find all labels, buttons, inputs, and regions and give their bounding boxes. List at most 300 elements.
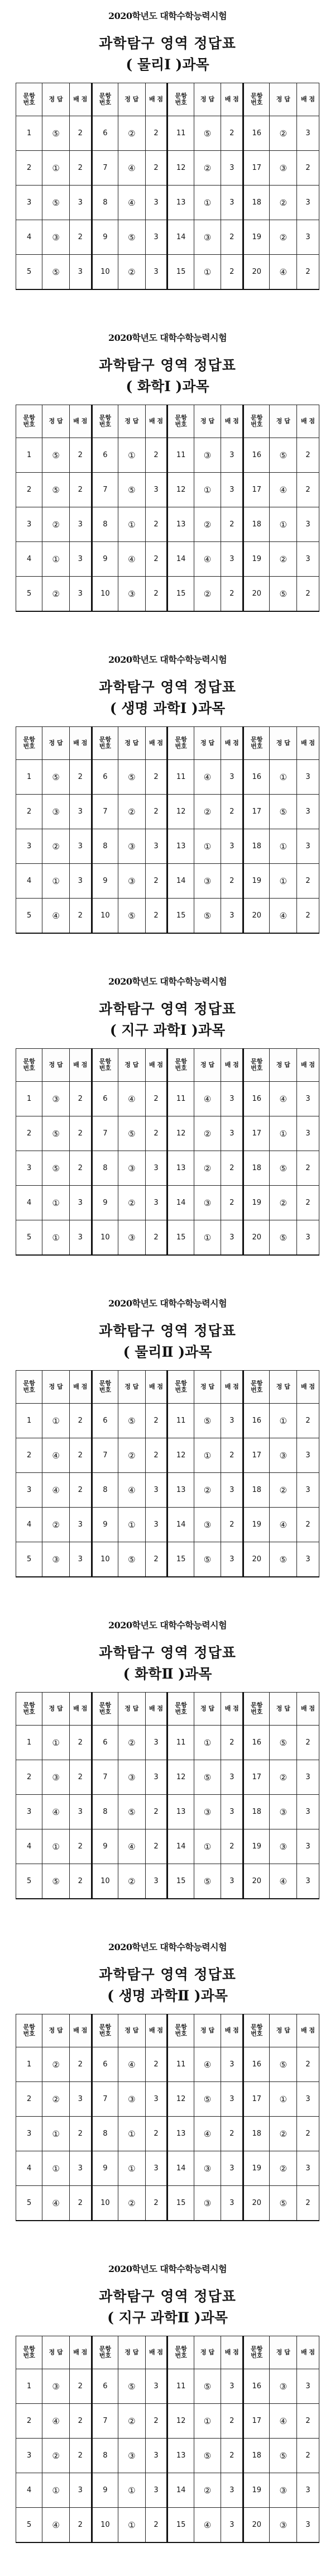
subject-section: [0, 1287, 335, 1609]
question-number: 4: [16, 220, 42, 255]
question-number: 6: [92, 438, 118, 473]
score-value: 3: [145, 2473, 168, 2508]
question-number: 12: [168, 473, 194, 507]
question-number: 18: [243, 1151, 270, 1186]
question-number: 6: [92, 1404, 118, 1438]
answer-mark: ①: [42, 2473, 70, 2508]
question-number: 17: [243, 473, 270, 507]
header-row: [16, 1371, 319, 1404]
answer-mark: ⑤: [42, 186, 70, 220]
answer-mark: ②: [118, 2186, 146, 2221]
score-value: 2: [69, 1438, 92, 1473]
question-number-header: 문항 번호: [168, 1049, 194, 1082]
score-value: 2: [145, 899, 168, 934]
answer-header: 정 답: [118, 2014, 146, 2047]
score-value: 3: [221, 1795, 243, 1829]
question-number: 20: [243, 255, 270, 290]
question-number: 2: [16, 2082, 42, 2117]
table-row: [16, 2508, 319, 2543]
answer-mark: ⑤: [118, 1116, 146, 1151]
answer-mark: ①: [270, 829, 297, 864]
answer-mark: ④: [194, 542, 221, 577]
question-number-header: 문항 번호: [16, 1371, 42, 1404]
question-number: 2: [16, 473, 42, 507]
score-value: 2: [69, 473, 92, 507]
score-value: 2: [69, 2047, 92, 2082]
area-title: 과학탐구 영역 정답표: [99, 679, 236, 695]
answer-header: 정 답: [270, 2014, 297, 2047]
score-value: 3: [221, 473, 243, 507]
question-number-header: 문항 번호: [168, 2336, 194, 2369]
question-number: 16: [243, 2369, 270, 2404]
score-value: 2: [297, 1726, 319, 1760]
question-number: 1: [16, 1082, 42, 1116]
score-header: 배 점: [69, 1371, 92, 1404]
answer-mark: ②: [42, 2439, 70, 2473]
table-row: [16, 1508, 319, 1542]
question-number: 7: [92, 473, 118, 507]
score-header: 배 점: [297, 1049, 319, 1082]
question-number: 17: [243, 2082, 270, 2117]
question-number: 11: [168, 2047, 194, 2082]
question-number: 11: [168, 1726, 194, 1760]
question-number-header: 문항 번호: [168, 1371, 194, 1404]
question-number: 17: [243, 1116, 270, 1151]
answer-mark: ④: [270, 255, 297, 290]
answer-mark: ⑤: [118, 899, 146, 934]
score-header: 배 점: [69, 1049, 92, 1082]
question-number: 3: [16, 1473, 42, 1508]
score-value: 3: [221, 1116, 243, 1151]
answer-header: 정 답: [118, 1693, 146, 1726]
question-number: 9: [92, 220, 118, 255]
answer-mark: ⑤: [194, 2369, 221, 2404]
answer-mark: ④: [42, 1795, 70, 1829]
header-row: [16, 2014, 319, 2047]
table-row: [16, 438, 319, 473]
score-value: 2: [221, 116, 243, 151]
question-number: 8: [92, 2117, 118, 2151]
question-number: 14: [168, 220, 194, 255]
question-number: 10: [92, 899, 118, 934]
answer-mark: ⑤: [270, 795, 297, 829]
question-number: 10: [92, 577, 118, 612]
score-value: 2: [69, 2508, 92, 2543]
answer-header: 정 답: [194, 83, 221, 116]
answer-mark: ③: [194, 1186, 221, 1220]
answer-mark: ③: [270, 2508, 297, 2543]
answer-mark: ④: [118, 542, 146, 577]
answer-mark: ③: [118, 1760, 146, 1795]
answer-mark: ④: [270, 1864, 297, 1899]
answer-mark: ④: [42, 2404, 70, 2439]
answer-header: 정 답: [118, 1371, 146, 1404]
table-row: [16, 760, 319, 795]
answer-mark: ⑤: [194, 2082, 221, 2117]
header-row: [16, 2336, 319, 2369]
score-value: 2: [69, 2186, 92, 2221]
answer-header: 정 답: [42, 2336, 70, 2369]
question-number: 8: [92, 829, 118, 864]
question-number: 11: [168, 2369, 194, 2404]
question-number-header: 문항 번호: [92, 2014, 118, 2047]
answer-mark: ②: [270, 116, 297, 151]
answer-mark: ④: [42, 1438, 70, 1473]
answer-mark: ②: [42, 1508, 70, 1542]
answer-mark: ⑤: [42, 760, 70, 795]
table-row: [16, 2082, 319, 2117]
question-number: 18: [243, 2439, 270, 2473]
answer-table: [16, 2336, 319, 2543]
answer-header: 정 답: [118, 727, 146, 760]
question-number-header: 문항 번호: [16, 2336, 42, 2369]
answer-mark: ④: [118, 186, 146, 220]
answer-header: 정 답: [270, 1371, 297, 1404]
score-value: 2: [69, 899, 92, 934]
question-number-header: 문항 번호: [92, 1693, 118, 1726]
score-header: 배 점: [297, 405, 319, 438]
question-number: 9: [92, 1508, 118, 1542]
question-number: 8: [92, 1151, 118, 1186]
table-row: [16, 1082, 319, 1116]
question-number: 20: [243, 899, 270, 934]
score-header: 배 점: [145, 1371, 168, 1404]
answer-mark: ⑤: [270, 2047, 297, 2082]
answer-mark: ②: [194, 151, 221, 186]
exam-title: 2020학년도 대학수학능력시험: [108, 1942, 227, 1952]
score-header: 배 점: [297, 1693, 319, 1726]
score-value: 2: [69, 1760, 92, 1795]
score-value: 3: [69, 1220, 92, 1256]
score-value: 2: [69, 1726, 92, 1760]
answer-mark: ⑤: [194, 1542, 221, 1577]
score-value: 2: [297, 1404, 319, 1438]
table-row: [16, 1760, 319, 1795]
score-value: 3: [297, 2082, 319, 2117]
score-value: 2: [297, 899, 319, 934]
question-number: 1: [16, 760, 42, 795]
score-value: 2: [145, 864, 168, 899]
table-row: [16, 2186, 319, 2221]
answer-mark: ⑤: [270, 1726, 297, 1760]
answer-mark: ①: [194, 829, 221, 864]
score-value: 2: [69, 1151, 92, 1186]
score-value: 3: [221, 2047, 243, 2082]
answer-mark: ②: [118, 116, 146, 151]
question-number: 13: [168, 829, 194, 864]
score-value: 3: [297, 1542, 319, 1577]
question-number: 3: [16, 829, 42, 864]
question-number-header: 문항 번호: [92, 2336, 118, 2369]
question-number: 7: [92, 151, 118, 186]
score-header: 배 점: [145, 1693, 168, 1726]
answer-mark: ③: [270, 2369, 297, 2404]
question-number: 16: [243, 760, 270, 795]
question-number-header: 문항 번호: [168, 727, 194, 760]
question-number: 14: [168, 2151, 194, 2186]
answer-mark: ⑤: [42, 255, 70, 290]
answer-header: 정 답: [42, 727, 70, 760]
table-row: [16, 1542, 319, 1577]
answer-mark: ④: [194, 1082, 221, 1116]
score-value: 2: [221, 1508, 243, 1542]
question-number: 4: [16, 1829, 42, 1864]
question-number: 9: [92, 542, 118, 577]
answer-mark: ②: [270, 2151, 297, 2186]
score-header: 배 점: [297, 2014, 319, 2047]
area-title: 과학탐구 영역 정답표: [99, 1001, 236, 1017]
score-value: 2: [145, 1404, 168, 1438]
table-row: [16, 1473, 319, 1508]
score-value: 3: [145, 2439, 168, 2473]
score-value: 3: [221, 438, 243, 473]
table-row: [16, 2404, 319, 2439]
question-number: 20: [243, 2508, 270, 2543]
score-value: 2: [297, 1186, 319, 1220]
question-number: 7: [92, 2404, 118, 2439]
table-row: [16, 1220, 319, 1256]
score-header: 배 점: [69, 2336, 92, 2369]
score-value: 2: [145, 1542, 168, 1577]
question-number: 1: [16, 1404, 42, 1438]
score-value: 3: [221, 829, 243, 864]
answer-mark: ③: [118, 577, 146, 612]
answer-header: 정 답: [42, 1693, 70, 1726]
header-row: [16, 83, 319, 116]
question-number-header: 문항 번호: [168, 83, 194, 116]
question-number: 10: [92, 2508, 118, 2543]
question-number: 5: [16, 1864, 42, 1899]
score-header: 배 점: [297, 1371, 319, 1404]
score-value: 3: [69, 507, 92, 542]
score-value: 2: [145, 2186, 168, 2221]
answer-header: 정 답: [118, 405, 146, 438]
question-number: 12: [168, 795, 194, 829]
question-number: 3: [16, 2117, 42, 2151]
score-header: 배 점: [221, 2014, 243, 2047]
question-number: 2: [16, 1438, 42, 1473]
question-number: 4: [16, 2151, 42, 2186]
question-number: 15: [168, 1864, 194, 1899]
score-value: 3: [297, 220, 319, 255]
answer-mark: ①: [42, 542, 70, 577]
question-number: 3: [16, 1795, 42, 1829]
table-row: [16, 507, 319, 542]
question-number: 4: [16, 542, 42, 577]
subject-section: [0, 966, 335, 1287]
table-row: [16, 2117, 319, 2151]
question-number: 5: [16, 1542, 42, 1577]
answer-mark: ③: [42, 1542, 70, 1577]
score-value: 2: [297, 2439, 319, 2473]
score-value: 3: [297, 1220, 319, 1256]
answer-mark: ①: [270, 864, 297, 899]
answer-mark: ①: [118, 2508, 146, 2543]
answer-mark: ④: [118, 1829, 146, 1864]
score-value: 3: [221, 1082, 243, 1116]
question-number-header: 문항 번호: [243, 405, 270, 438]
subject-section: [0, 644, 335, 966]
question-number: 16: [243, 1404, 270, 1438]
answer-mark: ①: [118, 2151, 146, 2186]
score-value: 3: [145, 1151, 168, 1186]
answer-mark: ④: [270, 1508, 297, 1542]
question-number: 16: [243, 116, 270, 151]
answer-header: 정 답: [118, 1049, 146, 1082]
answer-header: 정 답: [194, 2014, 221, 2047]
subject-section: [0, 1931, 335, 2253]
answer-mark: ①: [270, 2082, 297, 2117]
question-number: 19: [243, 542, 270, 577]
question-number: 11: [168, 116, 194, 151]
score-value: 2: [221, 2404, 243, 2439]
question-number: 13: [168, 2117, 194, 2151]
question-number: 6: [92, 2369, 118, 2404]
score-value: 3: [145, 1864, 168, 1899]
question-number: 1: [16, 1726, 42, 1760]
score-value: 2: [297, 473, 319, 507]
question-number: 10: [92, 1864, 118, 1899]
question-number-header: 문항 번호: [16, 405, 42, 438]
answer-mark: ④: [42, 2508, 70, 2543]
subject-title: ( 지구 과학Ⅰ )과목: [109, 1022, 226, 1038]
score-value: 2: [221, 1438, 243, 1473]
question-number: 19: [243, 1829, 270, 1864]
score-value: 3: [145, 1726, 168, 1760]
question-number-header: 문항 번호: [243, 1049, 270, 1082]
answer-mark: ③: [118, 2082, 146, 2117]
question-number: 9: [92, 864, 118, 899]
score-header: 배 점: [297, 727, 319, 760]
question-number-header: 문항 번호: [92, 405, 118, 438]
score-value: 2: [145, 507, 168, 542]
answer-mark: ③: [270, 151, 297, 186]
answer-mark: ①: [42, 1220, 70, 1256]
question-number: 8: [92, 1473, 118, 1508]
answer-mark: ①: [118, 507, 146, 542]
question-number: 12: [168, 1116, 194, 1151]
score-value: 3: [297, 2508, 319, 2543]
table-row: [16, 542, 319, 577]
table-row: [16, 1864, 319, 1899]
answer-mark: ④: [194, 760, 221, 795]
table-row: [16, 577, 319, 612]
answer-mark: ③: [118, 829, 146, 864]
answer-mark: ③: [42, 795, 70, 829]
answer-mark: ③: [194, 2151, 221, 2186]
question-number: 17: [243, 795, 270, 829]
answer-mark: ①: [270, 1116, 297, 1151]
score-header: 배 점: [69, 83, 92, 116]
score-value: 3: [297, 1760, 319, 1795]
question-number: 19: [243, 1508, 270, 1542]
question-number-header: 문항 번호: [168, 2014, 194, 2047]
question-number: 16: [243, 438, 270, 473]
score-value: 2: [297, 2117, 319, 2151]
question-number: 6: [92, 760, 118, 795]
question-number-header: 문항 번호: [243, 83, 270, 116]
table-row: [16, 1795, 319, 1829]
score-value: 3: [297, 1795, 319, 1829]
question-number: 13: [168, 1473, 194, 1508]
question-number: 5: [16, 899, 42, 934]
score-value: 2: [297, 2047, 319, 2082]
answer-table: [16, 726, 319, 934]
question-number: 17: [243, 2404, 270, 2439]
question-number: 20: [243, 1220, 270, 1256]
answer-mark: ⑤: [118, 220, 146, 255]
subject-section: [0, 322, 335, 644]
score-value: 2: [297, 255, 319, 290]
answer-mark: ⑤: [118, 2369, 146, 2404]
score-value: 3: [221, 2473, 243, 2508]
answer-mark: ②: [118, 1726, 146, 1760]
score-header: 배 점: [69, 405, 92, 438]
answer-mark: ①: [42, 1829, 70, 1864]
score-header: 배 점: [145, 727, 168, 760]
area-title: 과학탐구 영역 정답표: [99, 357, 236, 373]
answer-mark: ⑤: [118, 1542, 146, 1577]
question-number: 20: [243, 1864, 270, 1899]
exam-title: 2020학년도 대학수학능력시험: [108, 2264, 227, 2274]
score-value: 2: [297, 2404, 319, 2439]
score-value: 2: [69, 1404, 92, 1438]
score-value: 3: [297, 760, 319, 795]
question-number-header: 문항 번호: [168, 1693, 194, 1726]
answer-mark: ③: [118, 1220, 146, 1256]
question-number: 3: [16, 1151, 42, 1186]
score-value: 2: [221, 507, 243, 542]
score-value: 2: [69, 1082, 92, 1116]
score-header: 배 점: [221, 727, 243, 760]
answer-header: 정 답: [270, 405, 297, 438]
exam-title: 2020학년도 대학수학능력시험: [108, 11, 227, 21]
score-value: 3: [69, 1508, 92, 1542]
answer-mark: ①: [194, 255, 221, 290]
answer-mark: ④: [270, 2404, 297, 2439]
score-value: 3: [145, 473, 168, 507]
answer-table: [16, 83, 319, 290]
question-number: 2: [16, 151, 42, 186]
answer-mark: ①: [194, 473, 221, 507]
answer-mark: ⑤: [194, 116, 221, 151]
answer-mark: ②: [194, 1116, 221, 1151]
question-number: 4: [16, 1186, 42, 1220]
score-value: 3: [221, 2369, 243, 2404]
score-header: 배 점: [221, 1693, 243, 1726]
score-value: 2: [221, 2117, 243, 2151]
question-number: 7: [92, 2082, 118, 2117]
score-value: 2: [69, 2369, 92, 2404]
question-number: 18: [243, 507, 270, 542]
answer-mark: ②: [270, 220, 297, 255]
score-value: 2: [221, 220, 243, 255]
question-number-header: 문항 번호: [16, 1693, 42, 1726]
score-value: 3: [297, 2473, 319, 2508]
answer-mark: ①: [42, 151, 70, 186]
question-number: 5: [16, 2508, 42, 2543]
score-header: 배 점: [145, 83, 168, 116]
exam-title: 2020학년도 대학수학능력시험: [108, 654, 227, 665]
score-value: 3: [69, 2473, 92, 2508]
score-value: 2: [69, 2404, 92, 2439]
score-header: 배 점: [69, 727, 92, 760]
table-row: [16, 2473, 319, 2508]
answer-header: 정 답: [194, 727, 221, 760]
score-value: 3: [145, 255, 168, 290]
question-number: 10: [92, 1542, 118, 1577]
score-value: 2: [145, 116, 168, 151]
